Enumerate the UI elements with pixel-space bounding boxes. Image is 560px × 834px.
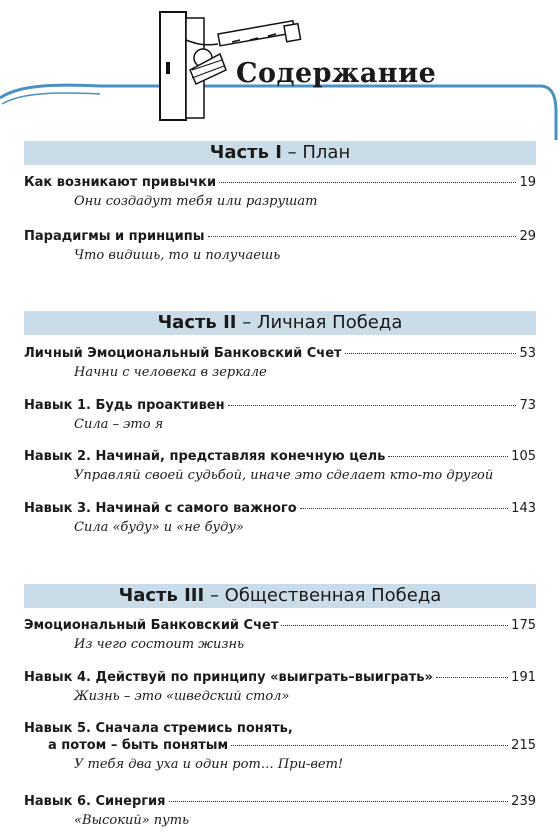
toc-entry[interactable] (24, 617, 536, 654)
entry-title: Личный Эмоциональный Банковский Счет (24, 346, 342, 361)
page-number: 239 (511, 794, 536, 809)
toc-entry[interactable] (24, 720, 536, 774)
entry-subtitle: Что видишь, то и получаешь (74, 248, 281, 263)
page-number: 19 (519, 175, 536, 190)
entry-subtitle: Они создадут тебя или разрушат (74, 194, 318, 209)
toc-entry[interactable] (24, 228, 536, 265)
toc-entry[interactable] (24, 345, 536, 382)
page-number: 191 (511, 670, 536, 685)
part-header-3 (24, 584, 536, 608)
toc-entry[interactable] (24, 448, 536, 485)
toc-entry[interactable] (24, 397, 536, 434)
part-subtitle: – План (287, 142, 351, 163)
entry-title: Навык 3. Начинай с самого важного (24, 501, 297, 516)
entry-subtitle: Сила «буду» и «не буду» (74, 520, 244, 535)
page-number: 175 (511, 618, 536, 633)
page-number: 29 (519, 229, 536, 244)
dot-leader (300, 508, 509, 509)
entry-title: Навык 1. Будь проактивен (24, 398, 225, 413)
dot-leader (436, 677, 508, 678)
part-label: Часть III (118, 585, 205, 606)
page-number: 73 (519, 398, 536, 413)
entry-title: Как возникают привычки (24, 175, 217, 190)
entry-title: а потом – быть понятым (48, 738, 229, 753)
dot-leader (228, 405, 517, 406)
entry-subtitle: Управляй своей судьбой, иначе это сделает кто-то другой (74, 468, 494, 483)
entry-title-line1: Навык 5. Сначала стремись понять, (24, 721, 293, 736)
entry-subtitle: У тебя два уха и один рот… При-вет! (74, 757, 344, 772)
dot-leader (169, 801, 509, 802)
entry-title: Навык 2. Начинай, представляя конечную цель (24, 449, 386, 464)
entry-title: Навык 4. Действуй по принципу «выиграть–выиграть» (24, 670, 433, 685)
toc-entry[interactable] (24, 793, 536, 830)
toc-entry[interactable] (24, 174, 536, 211)
page-number: 53 (519, 346, 536, 361)
entry-subtitle: Жизнь – это «шведский стол» (74, 689, 290, 704)
dot-leader (388, 456, 508, 457)
dot-leader (231, 745, 508, 746)
entry-subtitle: Начни с человека в зеркале (74, 365, 267, 380)
page-number: 215 (511, 738, 536, 753)
page-number: 143 (511, 501, 536, 516)
toc-entry[interactable] (24, 500, 536, 537)
dot-leader (219, 182, 516, 183)
part-subtitle: – Общественная Победа (209, 585, 442, 606)
toc-entry[interactable] (24, 669, 536, 706)
entry-subtitle: Из чего состоит жизнь (74, 637, 245, 652)
dot-leader (345, 353, 517, 354)
part-header-1 (24, 141, 536, 165)
part-subtitle: – Личная Победа (242, 312, 403, 333)
entry-title: Навык 6. Синергия (24, 794, 166, 809)
dot-leader (281, 625, 508, 626)
part-label: Часть I (209, 142, 282, 163)
page-number: 105 (511, 449, 536, 464)
dot-leader (208, 236, 517, 237)
entry-subtitle: Сила – это я (74, 417, 164, 432)
entry-title: Эмоциональный Банковский Счет (24, 618, 279, 633)
entry-subtitle: «Высокий» путь (74, 813, 190, 828)
part-header-2 (24, 311, 536, 335)
entry-title: Парадигмы и принципы (24, 229, 205, 244)
page-title: Содержание (236, 58, 437, 89)
part-label: Часть II (157, 312, 237, 333)
